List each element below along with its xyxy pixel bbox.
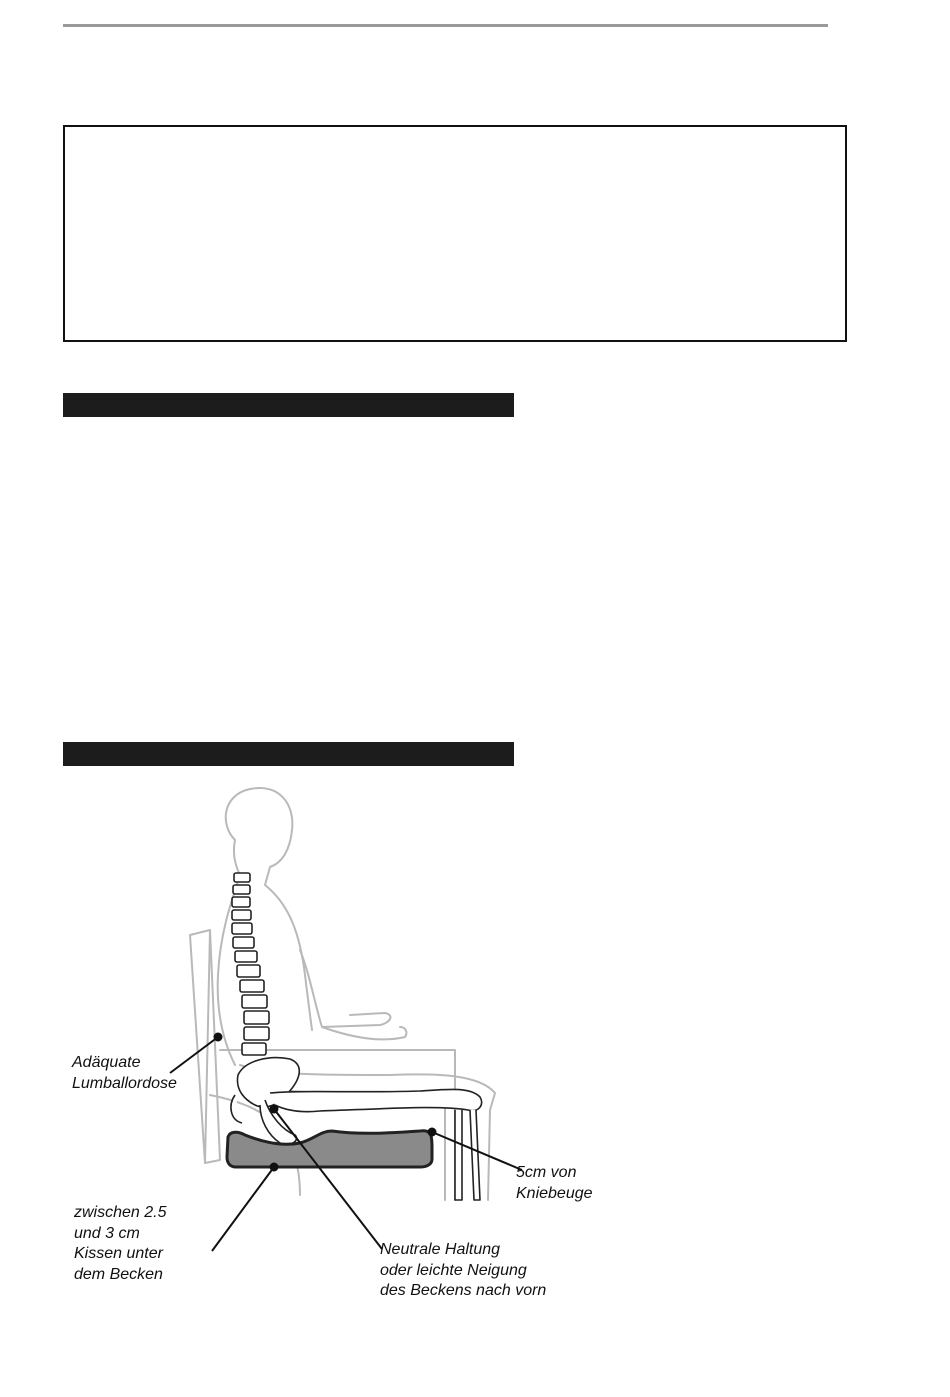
section-heading-bar-2 <box>63 742 514 766</box>
seating-posture-figure <box>60 775 620 1315</box>
label-lumbar-lordosis: Adäquate Lumballordose <box>72 1054 177 1092</box>
label-knee-distance: 5cm von Kniebeuge <box>516 1164 593 1202</box>
notice-box <box>63 125 847 342</box>
label-pelvis-posture: Neutrale Haltung oder leichte Neigung des Beckens nach vorn <box>380 1241 547 1299</box>
label-cushion-thickness: zwischen 2.5 und 3 cm Kissen unter dem Becken <box>74 1204 167 1283</box>
spine-vertebrae <box>232 873 269 1055</box>
section-heading-bar-1 <box>63 393 514 417</box>
header-rule <box>63 24 828 27</box>
seat-cushion <box>227 1131 432 1167</box>
